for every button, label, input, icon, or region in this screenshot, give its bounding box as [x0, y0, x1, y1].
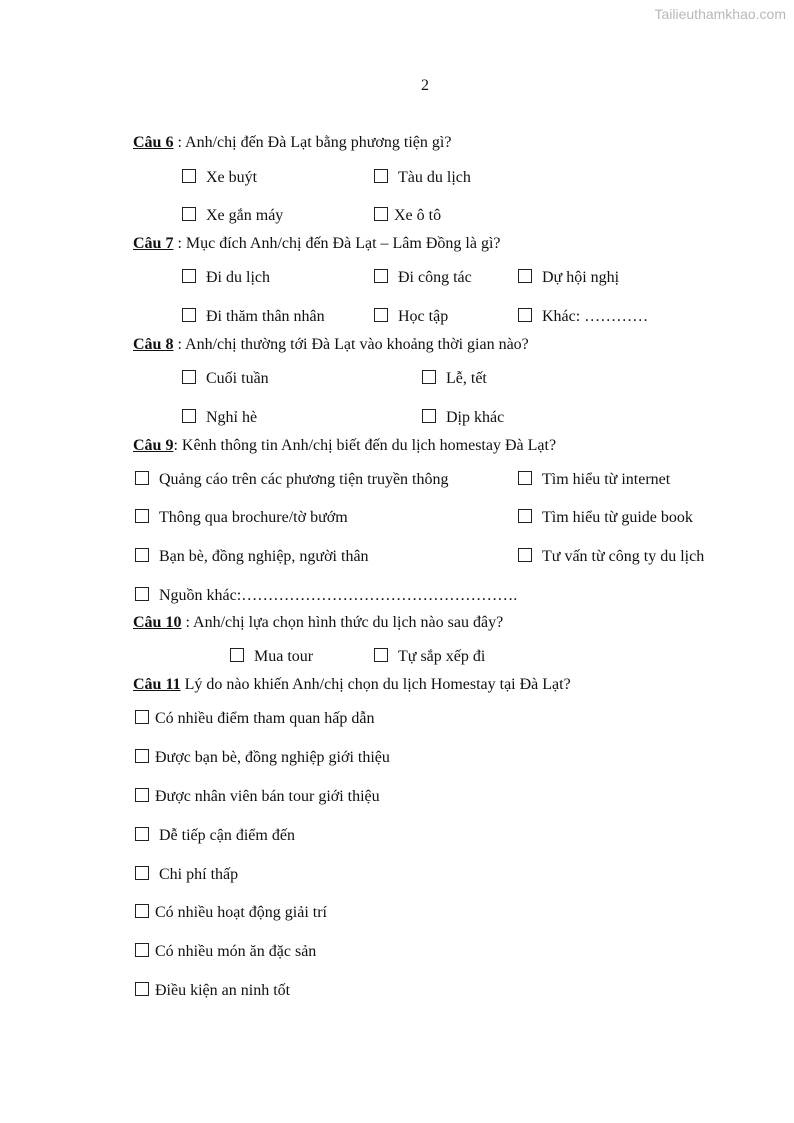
option-checkbox[interactable]: [135, 547, 369, 567]
option-checkbox[interactable]: [135, 903, 327, 923]
option-label: Dịp khác: [446, 409, 505, 426]
checkbox-icon[interactable]: [135, 866, 149, 880]
option-label: Chi phí thấp: [159, 866, 239, 883]
option-checkbox[interactable]: [374, 168, 471, 188]
checkbox-icon[interactable]: [182, 269, 196, 283]
option-checkbox[interactable]: [518, 307, 648, 327]
watermark: Tailieuthamkhao.com: [654, 6, 786, 22]
checkbox-icon[interactable]: [374, 269, 388, 283]
question-9-text: : Kênh thông tin Anh/chị biết đến du lịch homestay Đà Lạt?: [173, 437, 557, 454]
checkbox-icon[interactable]: [422, 409, 436, 423]
option-checkbox[interactable]: [518, 268, 619, 288]
option-label: Lễ, tết: [446, 370, 487, 387]
question-11-label: Câu 11: [133, 676, 181, 693]
option-label: Tư vấn từ công ty du lịch: [542, 548, 705, 565]
option-checkbox[interactable]: [135, 586, 517, 606]
question-6-label: Câu 6: [133, 134, 174, 151]
option-label: Tìm hiểu từ guide book: [542, 509, 693, 526]
checkbox-icon[interactable]: [374, 648, 388, 662]
option-checkbox[interactable]: [135, 826, 295, 846]
question-7-label: Câu 7: [133, 235, 174, 252]
option-label: Điều kiện an ninh tốt: [155, 982, 291, 999]
option-checkbox[interactable]: [182, 408, 257, 428]
option-checkbox[interactable]: [135, 787, 380, 807]
option-checkbox[interactable]: [182, 168, 257, 188]
checkbox-icon[interactable]: [374, 207, 388, 221]
checkbox-icon[interactable]: [518, 269, 532, 283]
option-checkbox[interactable]: [182, 268, 270, 288]
option-checkbox[interactable]: [182, 369, 269, 389]
option-label: Có nhiều hoạt động giải trí: [155, 904, 327, 921]
question-9: [133, 436, 556, 456]
checkbox-icon[interactable]: [230, 648, 244, 662]
option-checkbox[interactable]: [374, 206, 441, 226]
option-checkbox[interactable]: [135, 709, 375, 729]
checkbox-icon[interactable]: [182, 370, 196, 384]
question-7-text: : Mục đích Anh/chị đến Đà Lạt – Lâm Đồng là gì?: [173, 235, 501, 252]
option-label: Quảng cáo trên các phương tiện truyền thông: [159, 471, 449, 488]
option-label: Dự hội nghị: [542, 269, 620, 286]
option-checkbox[interactable]: [135, 981, 290, 1001]
option-label: Tự sắp xếp đi: [398, 648, 486, 665]
option-label: Đi du lịch: [206, 269, 270, 286]
option-label: Nghỉ hè: [206, 409, 258, 426]
option-label: Thông qua brochure/tờ bướm: [159, 509, 348, 526]
option-checkbox[interactable]: [518, 547, 704, 567]
option-label: Học tập: [398, 308, 449, 325]
option-label: Được nhân viên bán tour giới thiệu: [155, 788, 380, 805]
checkbox-icon[interactable]: [135, 904, 149, 918]
option-checkbox[interactable]: [374, 268, 472, 288]
checkbox-icon[interactable]: [135, 710, 149, 724]
question-8: [133, 335, 529, 355]
question-11: [133, 675, 571, 695]
option-label: Tàu du lịch: [398, 169, 471, 186]
checkbox-icon[interactable]: [135, 587, 149, 601]
option-checkbox[interactable]: [518, 470, 670, 490]
option-label: Cuối tuần: [206, 370, 269, 387]
question-7: [133, 234, 500, 254]
option-checkbox[interactable]: [374, 307, 448, 327]
checkbox-icon[interactable]: [135, 943, 149, 957]
checkbox-icon[interactable]: [135, 548, 149, 562]
option-checkbox[interactable]: [182, 206, 283, 226]
question-6: [133, 133, 451, 153]
question-10: [133, 613, 503, 633]
question-10-label: Câu 10: [133, 614, 182, 631]
option-label: Tìm hiểu từ internet: [542, 471, 671, 488]
option-label: Bạn bè, đồng nghiệp, người thân: [159, 548, 369, 565]
question-6-text: : Anh/chị đến Đà Lạt bằng phương tiện gì?: [173, 134, 452, 151]
question-10-text: : Anh/chị lựa chọn hình thức du lịch nào sau đây?: [181, 614, 504, 631]
option-label: Đi thăm thân nhân: [206, 308, 325, 325]
checkbox-icon[interactable]: [135, 471, 149, 485]
checkbox-icon[interactable]: [518, 509, 532, 523]
question-9-label: Câu 9: [133, 437, 174, 454]
option-label: Xe gắn máy: [206, 207, 284, 224]
question-11-text: Lý do nào khiến Anh/chị chọn du lịch Homestay tại Đà Lạt?: [180, 676, 571, 693]
checkbox-icon[interactable]: [135, 982, 149, 996]
checkbox-icon[interactable]: [422, 370, 436, 384]
page-number: 2: [421, 77, 429, 94]
option-label: Khác: …………: [542, 308, 649, 325]
option-label: Đi công tác: [398, 269, 472, 286]
option-label: Xe ô tô: [394, 207, 442, 224]
option-label: Dễ tiếp cận điểm đến: [159, 827, 295, 844]
option-checkbox[interactable]: [135, 508, 348, 528]
checkbox-icon[interactable]: [518, 548, 532, 562]
option-label: Mua tour: [254, 648, 314, 665]
checkbox-icon[interactable]: [135, 509, 149, 523]
option-checkbox[interactable]: [518, 508, 693, 528]
checkbox-icon[interactable]: [374, 169, 388, 183]
checkbox-icon[interactable]: [518, 471, 532, 485]
option-checkbox[interactable]: [422, 369, 487, 389]
option-checkbox[interactable]: [135, 865, 238, 885]
option-label: Có nhiều món ăn đặc sản: [155, 943, 317, 960]
option-label: Xe buýt: [206, 169, 258, 186]
checkbox-icon[interactable]: [374, 308, 388, 322]
checkbox-icon[interactable]: [182, 207, 196, 221]
checkbox-icon[interactable]: [135, 749, 149, 763]
question-8-label: Câu 8: [133, 336, 174, 353]
checkbox-icon[interactable]: [182, 308, 196, 322]
option-checkbox[interactable]: [135, 470, 448, 490]
checkbox-icon[interactable]: [135, 827, 149, 841]
option-label: Nguồn khác:…………………………………………….: [159, 587, 518, 604]
option-checkbox[interactable]: [135, 942, 316, 962]
option-label: Được bạn bè, đồng nghiệp giới thiệu: [155, 749, 390, 766]
option-checkbox[interactable]: [374, 647, 485, 667]
checkbox-icon[interactable]: [182, 409, 196, 423]
checkbox-icon[interactable]: [135, 788, 149, 802]
option-checkbox[interactable]: [230, 647, 313, 667]
option-label: Có nhiều điểm tham quan hấp dẫn: [155, 710, 375, 727]
checkbox-icon[interactable]: [518, 308, 532, 322]
option-checkbox[interactable]: [422, 408, 504, 428]
checkbox-icon[interactable]: [182, 169, 196, 183]
question-8-text: : Anh/chị thường tới Đà Lạt vào khoảng thời gian nào?: [173, 336, 529, 353]
option-checkbox[interactable]: [182, 307, 325, 327]
option-checkbox[interactable]: [135, 748, 390, 768]
